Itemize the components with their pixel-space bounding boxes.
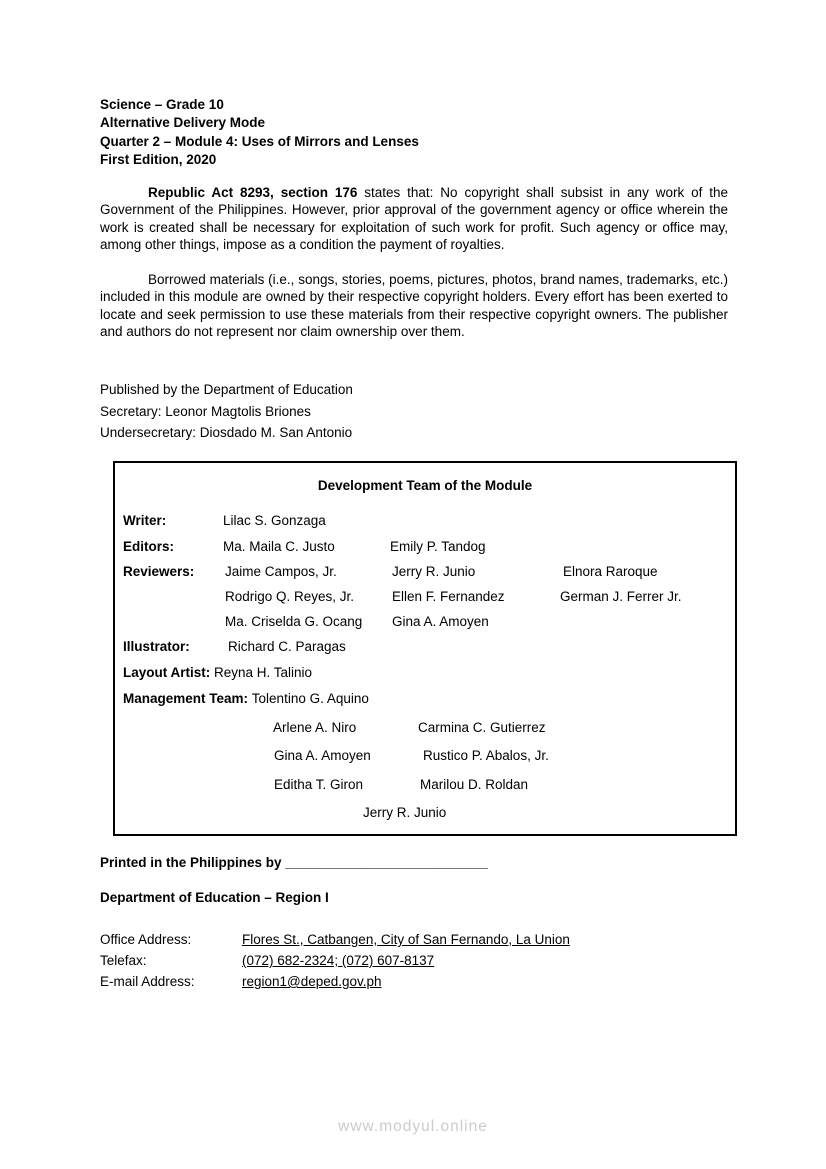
printed-in-line [100, 855, 728, 870]
republic-act-bold: Republic Act 8293, section 176 [148, 185, 358, 200]
management-team-label: Management Team: [123, 691, 249, 706]
editor-name: Emily P. Tandog [390, 539, 486, 554]
contact-row-email [100, 971, 728, 992]
layout-artist-name: Reyna H. Talinio [214, 665, 313, 680]
email-label: E-mail Address: [100, 974, 195, 989]
development-team-box [113, 461, 737, 836]
reviewers-label: Reviewers: [123, 564, 195, 579]
management-member: Editha T. Giron [274, 777, 364, 792]
management-member: Marilou D. Roldan [420, 777, 529, 792]
management-member: Carmina C. Gutierrez [418, 720, 546, 735]
reviewer-name: Rodrigo Q. Reyes, Jr. [225, 589, 355, 604]
secretary-line: Secretary: Leonor Magtolis Briones [100, 403, 311, 419]
management-member: Tolentino G. Aquino [251, 691, 369, 706]
printed-in-blank: ___________________________ [285, 855, 488, 870]
header-subject-line: Science – Grade 10 [100, 97, 224, 112]
email-value: region1@deped.gov.ph [242, 974, 382, 989]
telefax-label: Telefax: [100, 953, 147, 968]
reviewer-name: Gina A. Amoyen [392, 614, 489, 629]
illustrator-name: Richard C. Paragas [228, 639, 346, 654]
header-module-line: Quarter 2 – Module 4: Uses of Mirrors and Lenses [100, 133, 419, 149]
site-watermark: www.modyul.online [338, 1118, 488, 1135]
management-team-line [123, 691, 369, 706]
contact-row-telefax [100, 950, 728, 971]
management-member: Jerry R. Junio [363, 805, 447, 820]
management-member: Gina A. Amoyen [274, 748, 371, 763]
office-address-label: Office Address: [100, 932, 192, 947]
editor-name: Ma. Maila C. Justo [223, 539, 335, 554]
reviewer-name: German J. Ferrer Jr. [560, 589, 682, 604]
contact-block [100, 929, 728, 992]
reviewer-name: Jaime Campos, Jr. [225, 564, 337, 579]
dev-team-title: Development Team of the Module [317, 478, 533, 493]
layout-artist-line [123, 665, 312, 680]
layout-artist-label: Layout Artist: [123, 665, 211, 680]
management-member: Rustico P. Abalos, Jr. [423, 748, 549, 763]
telefax-value: (072) 682-2324; (072) 607-8137 [242, 953, 435, 968]
borrowed-materials-paragraph: Borrowed materials (i.e., songs, stories, poems, pictures, photos, brand names, trademarks, etc.) included in this module are owned by their respective copyright holders. Every effort has been exerted to locate and seek permission to use these materials from their respective copyright owners. The publisher and authors do not represent nor claim ownership over them. [100, 272, 728, 340]
copyright-paragraph [100, 184, 728, 254]
published-by-line: Published by the Department of Education [100, 382, 353, 397]
header-edition-line: First Edition, 2020 [100, 151, 217, 167]
office-address-value: Flores St., Catbangen, City of San Fernando, La Union [242, 932, 570, 947]
undersecretary-line: Undersecretary: Diosdado M. San Antonio [100, 425, 353, 441]
module-header [100, 96, 728, 169]
reviewer-name: Jerry R. Junio [392, 564, 476, 579]
printed-in-label: Printed in the Philippines by [100, 855, 286, 870]
region-title: Department of Education – Region I [100, 890, 329, 905]
illustrator-label: Illustrator: [123, 639, 190, 654]
editors-label: Editors: [123, 539, 175, 554]
reviewer-name: Elnora Raroque [563, 564, 658, 579]
management-member: Arlene A. Niro [273, 720, 357, 735]
republic-act-text: states that: No copyright shall subsist in any work of the Government of the Philippines. However, prior approval of the government agency or office wherein the work is created shall be necessary for exploitation of such work for profit. Such agency or office may, among other things, impose as a condition the payment of royalties. [100, 185, 728, 253]
writer-label: Writer: [123, 513, 167, 528]
contact-row-office-address [100, 929, 728, 950]
writer-name: Lilac S. Gonzaga [223, 513, 326, 528]
header-mode-line: Alternative Delivery Mode [100, 115, 266, 131]
reviewer-name: Ma. Criselda G. Ocang [225, 614, 363, 629]
reviewer-name: Ellen F. Fernandez [392, 589, 505, 604]
publisher-block [100, 379, 728, 444]
